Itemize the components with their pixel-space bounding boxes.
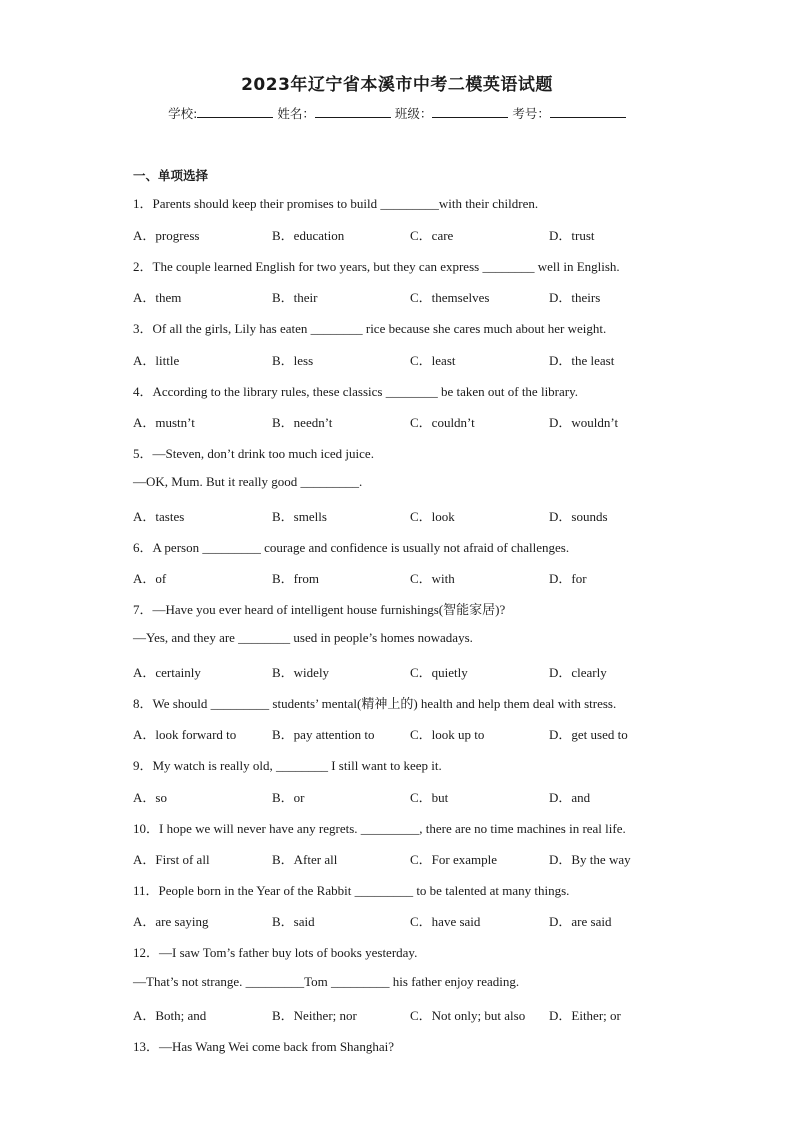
- question-line: 7．—Have you ever heard of intelligent house furnishings(智能家居)?: [133, 602, 506, 617]
- question-line: 5．—Steven, don’t drink too much iced juice.: [133, 446, 374, 461]
- option-a: A．progress: [133, 228, 200, 243]
- option-b: B．education: [272, 228, 345, 243]
- option-c: C．themselves: [410, 290, 490, 305]
- question-line: 8．We should _________ students’ mental(精神上的) health and help them deal with stress.: [133, 696, 617, 711]
- question-line: 11．People born in the Year of the Rabbit _________ to be talented at many things.: [133, 883, 570, 898]
- option-d: D．the least: [549, 353, 615, 368]
- question-line: 3．Of all the girls, Lily has eaten ________ rice because she cares much about her weight.: [133, 321, 607, 336]
- option-d: D．sounds: [549, 509, 608, 524]
- option-c: C．care: [410, 228, 454, 243]
- question-line: 9．My watch is really old, ________ I still want to keep it.: [133, 758, 442, 773]
- option-a: A．tastes: [133, 509, 185, 524]
- option-b: B．or: [272, 790, 305, 805]
- option-c: C．For example: [410, 852, 498, 867]
- option-b: B．less: [272, 353, 314, 368]
- question-line: 2．The couple learned English for two years, but they can express ________ well in English.: [133, 259, 620, 274]
- option-c: C．have said: [410, 914, 481, 929]
- option-a: A．of: [133, 571, 167, 586]
- class-label: 班级：: [394, 106, 433, 121]
- name-label: 姓名：: [277, 106, 315, 121]
- option-b: B．said: [272, 914, 315, 929]
- option-b: B．widely: [272, 665, 330, 680]
- option-a: A．look forward to: [133, 727, 237, 742]
- option-c: C．least: [410, 353, 456, 368]
- option-b: B．pay attention to: [272, 727, 375, 742]
- option-d: D．clearly: [549, 665, 607, 680]
- option-c: C．but: [410, 790, 449, 805]
- dialogue-line: —That’s not strange. _________Tom _________ his father enjoy reading.: [133, 974, 520, 989]
- option-a: A．are saying: [133, 914, 209, 929]
- student-info-row: [0, 104, 794, 122]
- dialogue-line: —OK, Mum. But it really good _________.: [133, 474, 363, 489]
- question-line: 6．A person _________ courage and confidence is usually not afraid of challenges.: [133, 540, 570, 555]
- name-blank: [315, 105, 391, 118]
- option-a: A．certainly: [133, 665, 201, 680]
- option-b: B．their: [272, 290, 318, 305]
- option-b: B．from: [272, 571, 319, 586]
- option-a: A．First of all: [133, 852, 210, 867]
- option-d: D．for: [549, 571, 587, 586]
- question-line: 4．According to the library rules, these classics ________ be taken out of the library.: [133, 384, 579, 399]
- dialogue-line: —Yes, and they are ________ used in people’s homes nowadays.: [133, 630, 473, 645]
- option-d: D．and: [549, 790, 591, 805]
- option-b: B．needn’t: [272, 415, 333, 430]
- option-c: C．with: [410, 571, 455, 586]
- option-c: C．look: [410, 509, 455, 524]
- school-label: 学校:: [168, 106, 198, 121]
- option-d: D．theirs: [549, 290, 601, 305]
- option-a: A．little: [133, 353, 180, 368]
- page-title: 2023年辽宁省本溪市中考二模英语试题: [241, 75, 553, 95]
- number-label: 考号：: [512, 106, 550, 121]
- option-d: D．get used to: [549, 727, 628, 742]
- option-d: D．Either; or: [549, 1008, 621, 1023]
- question-line: 1．Parents should keep their promises to build _________with their children.: [133, 196, 539, 211]
- school-blank: [197, 105, 273, 118]
- option-a: A．mustn’t: [133, 415, 195, 430]
- question-line: 12．—I saw Tom’s father buy lots of books yesterday.: [133, 945, 418, 960]
- option-a: A．Both; and: [133, 1008, 207, 1023]
- class-blank: [432, 105, 508, 118]
- option-c: C．quietly: [410, 665, 468, 680]
- option-b: B．smells: [272, 509, 327, 524]
- option-a: A．so: [133, 790, 167, 805]
- question-line: 10．I hope we will never have any regrets. _________, there are no time machines in real life.: [133, 821, 626, 836]
- option-d: D．By the way: [549, 852, 631, 867]
- option-b: B．After all: [272, 852, 338, 867]
- option-b: B．Neither; nor: [272, 1008, 357, 1023]
- section-title: 一、单项选择: [133, 168, 209, 183]
- option-d: D．are said: [549, 914, 612, 929]
- option-c: C．Not only; but also: [410, 1008, 526, 1023]
- option-d: D．wouldn’t: [549, 415, 619, 430]
- option-c: C．couldn’t: [410, 415, 475, 430]
- option-a: A．them: [133, 290, 182, 305]
- option-d: D．trust: [549, 228, 595, 243]
- question-line: 13．—Has Wang Wei come back from Shanghai?: [133, 1039, 394, 1054]
- number-blank: [550, 105, 626, 118]
- option-c: C．look up to: [410, 727, 485, 742]
